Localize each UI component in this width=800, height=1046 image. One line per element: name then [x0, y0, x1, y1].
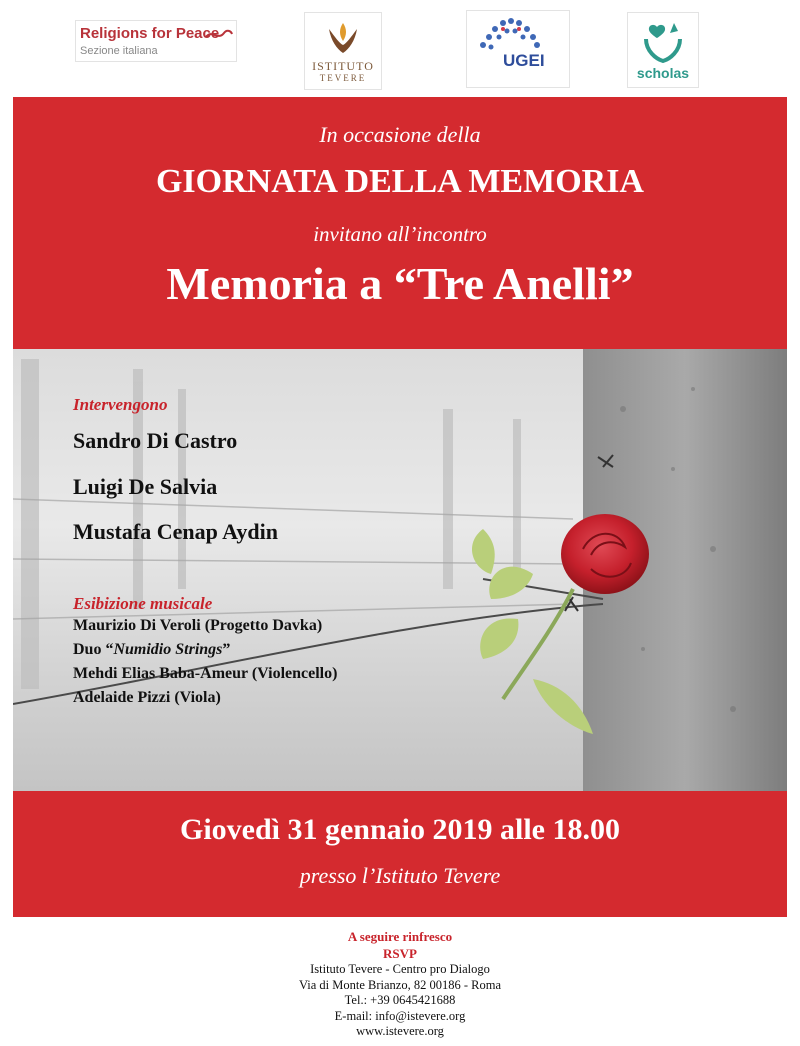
organizer-email[interactable]: E-mail: info@istevere.org	[334, 1008, 466, 1023]
tevere-logo-line2: TEVERE	[319, 73, 367, 83]
rfp-logo-name: Religions for Peace	[80, 25, 220, 42]
organizer-address: Via di Monte Brianzo, 82 00186 - Roma	[299, 977, 501, 992]
duo-suffix: ”	[222, 641, 231, 658]
religions-for-peace-logo	[75, 20, 237, 62]
organizer-name: Istituto Tevere - Centro pro Dialogo	[310, 962, 490, 976]
duo-name: Numidio Strings	[113, 641, 223, 658]
scholas-logo-name: scholas	[636, 65, 690, 81]
partner-logos	[0, 0, 800, 96]
tevere-emblem-icon	[327, 19, 359, 57]
header-banner	[13, 97, 787, 349]
duo-prefix: Duo “	[73, 641, 114, 658]
istituto-tevere-logo	[304, 12, 382, 90]
speakers-heading: Intervengono	[73, 395, 168, 414]
music-heading: Esibizione musicale	[73, 594, 213, 613]
organizer-phone: Tel.: +39 0645421688	[344, 993, 456, 1007]
refreshment-note: A seguire rinfresco	[347, 929, 453, 944]
scholas-logo	[627, 12, 699, 88]
memorial-photo-panel	[13, 349, 787, 791]
organizer-website[interactable]: www.istevere.org	[356, 1024, 444, 1038]
musician-3: Mehdi Elias Baba-Ameur (Violencello)	[73, 665, 338, 682]
dove-icon	[204, 25, 234, 45]
speaker-1: Sandro Di Castro	[73, 428, 238, 453]
event-venue: presso l’Istituto Tevere	[299, 863, 501, 888]
meeting-title: Memoria a “Tre Anelli”	[166, 258, 634, 309]
speaker-3: Mustafa Cenap Aydin	[73, 519, 278, 544]
invite-text: invitano all’incontro	[313, 222, 487, 246]
speaker-2: Luigi De Salvia	[73, 474, 218, 499]
hands-heart-icon	[640, 19, 686, 63]
contact-footer	[0, 928, 800, 1040]
rsvp-label: RSVP	[383, 946, 417, 961]
date-banner	[13, 791, 787, 917]
rfp-logo-subtitle: Sezione italiana	[80, 45, 158, 57]
musician-1: Maurizio Di Veroli (Progetto Davka)	[73, 617, 323, 634]
ugei-logo	[466, 10, 570, 88]
intro-text: In occasione della	[319, 122, 481, 147]
musician-4: Adelaide Pizzi (Viola)	[73, 689, 221, 706]
event-name: GIORNATA DELLA MEMORIA	[155, 163, 644, 200]
musician-2	[73, 641, 230, 659]
event-date: Giovedì 31 gennaio 2019 alle 18.00	[179, 813, 620, 846]
barbed-wire-rose-photo	[13, 349, 787, 791]
ugei-logo-name: UGEI	[503, 51, 545, 70]
tevere-logo-line1: ISTITUTO	[312, 59, 374, 73]
